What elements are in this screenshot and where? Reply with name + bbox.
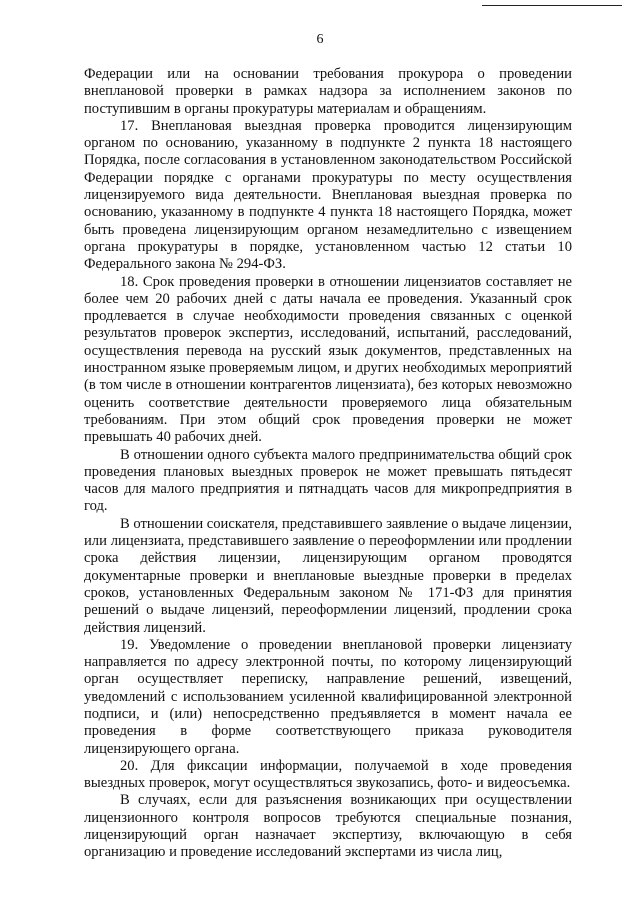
- paragraph-item-17: 17. Внеплановая выездная проверка проводится лицензирующим органом по основанию, указанному в подпункте 2 пункта 18 настоящего Порядка, после согласования в установленном законодательством Российской Федерации порядке с органами прокуратуры по месту осуществления лицензируемого вида деятельности. Внеплановая выездная проверка по основанию, указанному в подпункте 4 пункта 18 настоящего Порядка, может быть проведена лицензирующим органом незамедлительно с извещением органа прокуратуры в порядке, установленном частью 12 статьи 10 Федерального закона № 294-ФЗ.: [84, 117, 572, 273]
- paragraph-small-business: В отношении одного субъекта малого предпринимательства общий срок проведения плановых выездных проверок не может превышать пятьдесят часов для малого предприятия и пятнадцать часов для микропредприятия в год.: [84, 446, 572, 515]
- paragraph-item-20: 20. Для фиксации информации, получаемой в ходе проведения выездных проверок, могут осуществляться звукозапись, фото- и видеосъемка.: [84, 757, 572, 792]
- page-number: 6: [316, 32, 324, 47]
- paragraph-expertise: В случаях, если для разъяснения возникающих при осуществлении лицензионного контроля вопросов требуются специальные познания, лицензирующий орган назначает экспертизу, включающую в себя организацию и проведение исследований экспертами из числа лиц,: [84, 792, 572, 861]
- paragraph-item-19: 19. Уведомление о проведении внеплановой проверки лицензиату направляется по адресу электронной почты, по которому лицензирующий орган осуществляет переписку, направление решений, извещений, уведомлений с использованием усиленной квалифицированной электронной подписи, и (или) непосредственно предъявляется в момент начала ее проведения в форме соответствующего приказа руководителя лицензирующего органа.: [84, 636, 572, 757]
- document-body: [84, 66, 572, 862]
- paragraph-item-18: 18. Срок проведения проверки в отношении лицензиатов составляет не более чем 20 рабочих дней с даты начала ее проведения. Указанный срок продлевается в случае необходимости проведения связанных с оценкой результатов проверок экспертиз, исследований, испытаний, расследований, осуществления перевода на русский язык документов, представленных на иностранном языке проверяемым лицом, и других необходимых мероприятий (в том числе в отношении контрагентов лицензиата), без которых невозможно оценить соответствие деятельности проверяемого лица обязательным требованиям. При этом общий срок проведения проверки не может превышать 40 рабочих дней.: [84, 273, 572, 446]
- paragraph-applicant: В отношении соискателя, представившего заявление о выдаче лицензии, или лицензиата, представившего заявление о переоформлении или продлении срока действия лицензии, лицензирующим органом проводятся документарные проверки и внеплановые выездные проверки в пределах сроков, установленных Федеральным законом № 171-ФЗ для принятия решений о выдаче лицензий, переоформлении лицензий, продлении срока действия лицензий.: [84, 515, 572, 636]
- paragraph-continuation: Федерации или на основании требования прокурора о проведении внеплановой проверки в рамках надзора за исполнением законов по поступившим в органы прокуратуры материалам и обращениям.: [84, 66, 572, 117]
- header-rule: [482, 5, 622, 6]
